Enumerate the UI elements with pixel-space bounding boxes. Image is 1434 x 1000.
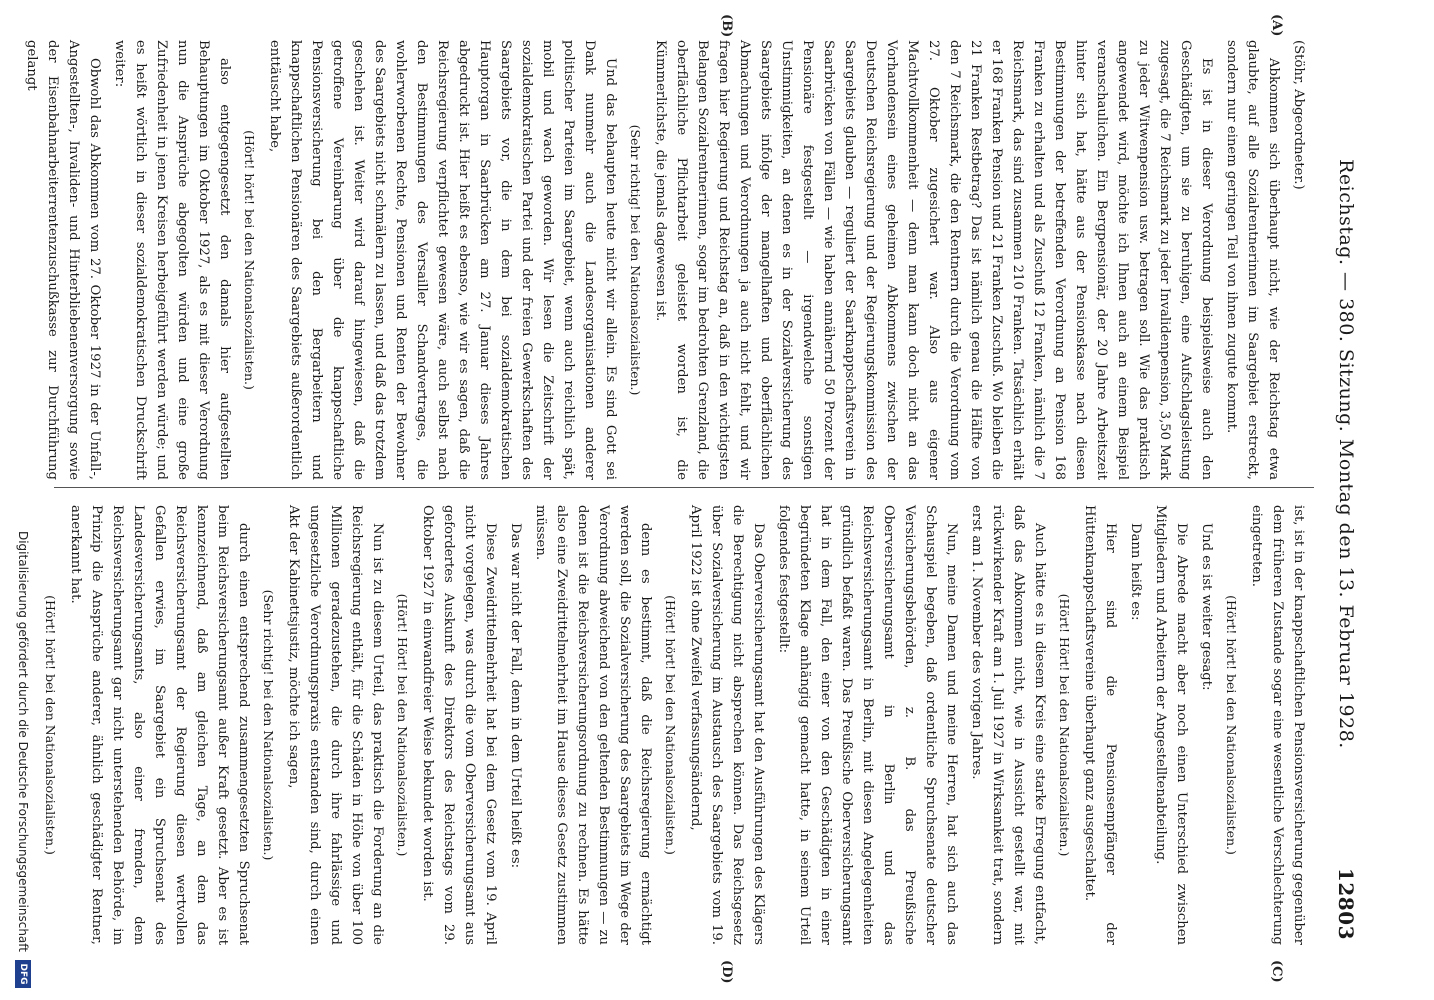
interjection: (Hört! hört! bei den Nationalsozialisten.) xyxy=(43,595,58,855)
interjection: (Sehr richtig! bei den Nationalsozialisten.) xyxy=(628,124,643,396)
paragraph: Und es ist weiter gesagt: xyxy=(1199,523,1214,691)
interjection: (Hört! Hört! bei den Nationalsozialisten.) xyxy=(1057,593,1072,857)
interjection: (Hört! hört! bei den Nationalsozialisten.) xyxy=(663,595,678,855)
paragraph: Auch hätte es in diesem Kreis eine starke Erregung entfacht, daß das Abkommen nicht, wie in Aussicht gestellt war, mit rückwirkender Kraft am 1. Juli 1927 in Wirksamkeit trat, sondern erst am 1. November des vorigen Jahres. xyxy=(969,505,1047,945)
speaker-line: (Stöhr, Abgeordneter.) xyxy=(1291,40,1306,190)
interjection: (Hört! Hört! bei den Nationalsozialisten.) xyxy=(395,593,410,857)
paragraph: also entgegengesetzt den damals hier aufgestellten Behauptungen im Oktober 1927, als es mit dieser Verordnung nun die Ansprüche abgegolten würden und eine große Zufriedenheit in jenen Kreisen herbeigeführt werden würde; und es heißt wörtlich in dieser sozialdemokratischen Druckschrift weiter: xyxy=(112,40,232,480)
paragraph: Das war nicht der Fall, denn in dem Urteil heißt es: xyxy=(508,523,523,869)
margin-mark-a: (A) xyxy=(1269,14,1284,37)
margin-mark-b: (B) xyxy=(719,14,734,38)
margin-mark-d: (D) xyxy=(719,960,734,984)
paragraph: Die Abrede macht aber noch einen Unterschied zwischen Mitgliedern und Arbeitern der Angestelltenabteilung. xyxy=(1153,505,1189,945)
paragraph: Das Oberversicherungsamt hat den Ausführungen des Klägers die Berechtigung nicht absprechen können. Das Reichsgesetz über Sozialversicherung im Austausch des Saargebiets vom 19. April 1922 ist ohne Zweifel verfassungsändernd, xyxy=(688,505,766,945)
paragraph: Es ist in dieser Verordnung beispielsweise auch den Geschädigten, um sie zu beruhigen, eine Aufschlagsleistung zugesagt, die 7 Reichsmark zu jeder Invalidenpension, 3,50 Mark zu jeder Witwenpension usw. betragen soll. Wie das praktisch angewendet wird, möchte ich Ihnen auch an einem Beispiel veranschaulichen. Ein Bergpensionär, der 20 Jahre Arbeitszeit hinter sich hat, hätte aus der Pensionskasse nach diesen Bestimmungen der betreffenden Verordnung an Pension 168 Franken zu erhalten und als Zuschuß 12 Franken, nämlich die 7 Reichsmark, das sind zusammen 210 Franken. Tatsächlich erhält er 168 Franken Pension und 21 Franken Zuschuß. Wo bleiben die 21 Franken Restbetrag? Das ist nämlich genau die Hälfte von den 7 Reichsmark, die den Rentnern durch die Verordnung vom 27. Oktober zugesichert war. Also aus eigener Machtvollkommenheit — denn man kann doch nicht an das Vorhandensein eines geheimen Abkommens zwischen der Deutschen Reichsregierung und der Regierungskommission des Saargebiets glauben — reguliert der Saarknappschaftsverein in Saarbrücken von Fällen — wie haben annähernd 50 Prozent der Pensionäre festgestellt — irgendwelche sonstigen Unstimmigkeiten, an denen es in der Sozialversicherung des Saargebiets infolge der mangelhaften und oberflächlichen Abmachungen und Verordnungen ja auch nicht fehlt, und wir fragen hier Regierung und Reichstag an, daß in den wichtigsten Belangen Sozialrentnerinnen, sogar im bedrohten Grenzland, die oberflächliche Pflichtarbeit geleistet worden ist, die Kümmerlichste, die jemals dagewesen ist. xyxy=(653,40,1214,480)
digitization-footer xyxy=(8,0,38,1000)
dfg-logo: DFG xyxy=(15,960,31,988)
interjection: (Hört! hört! bei den Nationalsozialisten.) xyxy=(242,130,257,390)
paragraph: Dann heißt es: xyxy=(1128,523,1143,621)
header-title: Reichstag. — 380. Sitzung. Montag den 13. Februar 1928. xyxy=(1335,159,1357,749)
page-number: 12803 xyxy=(1334,867,1358,940)
footer-text: Digitalisierung gefördert durch die Deutsche Forschungsgemeinschaft xyxy=(16,530,30,952)
interjection: (Sehr richtig! bei den Nationalsozialisten.) xyxy=(261,589,276,861)
paragraph: Hier sind die Pensionsempfänger der Hüttenknappschaftsvereine überhaupt ganz ausgeschaltet. xyxy=(1082,505,1118,945)
margin-mark-c: (C) xyxy=(1269,960,1284,983)
paragraph: denn es bestimmt, daß die Reichsregierung ermächtigt werden soll, die Sozialversicherung des Saargebiets im Wege der Verordnung abweichend von den geltenden Bestimmungen — zu denen ist die Reichsversicherungsordnung zu rechnen. Es hätte also eine Zweidrittelmehrheit im Hause dieses Gesetz zustimmen müssen. xyxy=(533,505,653,945)
right-column xyxy=(43,505,1309,945)
paragraph: Nun ist zu diesem Urteil, das praktisch die Forderung an die Reichsregierung enthält, für die Schäden in Höhe von über 100 Millionen geradezustehen, die durch ihre fahrlässige und ungesetzliche Verordnungspraxis entstanden sind, durch einen Akt der Kabinettsjustiz, möchte ich sagen, xyxy=(286,505,385,945)
paragraph: Obwohl das Abkommen vom 27. Oktober 1927 in der Unfall-, Angestellten-, Invaliden- und Hinterbliebenenversorgung sowie der Eisenbahnarbeiterrentenzuschußkasse zur Durchführung gelangt xyxy=(24,40,102,480)
paragraph: Diese Zweidrittelmehrheit hat bei dem Gesetz vom 19. April nicht vorgelegen, was durch die vom Oberversicherungsamt aus gefordertes Auskunft des Direktors des Reichstags vom 29. Oktober 1927 in einwandfreier Weise bekundet worden ist. xyxy=(420,505,498,945)
paragraph: ist, ist in der knappschaftlichen Pensionsversicherung gegenüber dem früheren Zustande sogar eine wesentliche Verschlechterung eingetreten. xyxy=(1249,505,1306,945)
paragraph: Nun, meine Damen und meine Herren, hat sich auch das Schauspiel begeben, daß ordentliche Spruchsenate deutscher Versicherungsbehörden, z. B. das Preußische Oberversicherungsamt in Berlin und das Reichsversicherungsamt in Berlin, mit diesen Angelegenheiten gründlich befaßt waren. Das Preußische Oberversicherungsamt hat in dem Fall, den einer von den Geschädigten in einer begründeten Klage anhängig gemacht hatte, in seinem Urteil folgendes festgestellt: xyxy=(776,505,959,945)
page-header xyxy=(1328,40,1364,940)
paragraph: Und das behaupten heute nicht wir allein. Es sind Gott sei Dank nunmehr auch die Landesorganisationen anderer politischer Parteien im Saargebiet, wenn auch reichlich spät, mobil und wach geworden. Wir lesen die Zeitschrift der sozialdemokratischen Partei und der freien Gewerkschaften des Saargebiets vor, die in dem bei sozialdemokratischen Hauptorgan in Saarbrücken am 27. Januar dieses Jahres abgedruckt ist. Hier heißt es ebenso, wie wir es sagen, daß die Reichsregierung verpflichtet gewesen wäre, auch selbst nach den Bestimmungen des Versailler Schandvertrages, die wohlerworbenen Rechte, Pensionen und Renten der Bewohner des Saargebiets nicht schmälern zu lassen, und daß das trotzdem geschehen ist. Weiter wird darauf hingewiesen, daß die getroffene Vereinbarung über die knappschaftliche Pensionsversicherung bei den Bergarbeitern und knappschaftlichen Pensionären des Saargebiets außerordentlich enttäuscht habe, xyxy=(267,40,618,481)
paragraph: durch einen entsprechend zusammengesetzten Spruchsenat beim Reichsversicherungsamt außer Kraft gesetzt. Aber es ist kennzeichnend, daß am gleichen Tage, an dem das Reichsversicherungsamt der Regierung diesen wertvollen Gefallen erwies, im Saargebiet ein Spruchsenat des Landesversicherungsamts, also einer fremden, dem Reichsversicherungsamt gar nicht unterstehenden Behörde, im Prinzip die Ansprüche anderer, ähnlich geschädigter Rentner, anerkannt hat. xyxy=(68,505,251,945)
paragraph: Abkommen sich überhaupt nicht, wie der Reichstag etwa glaubte, auf alle Sozialrentnerinnen im Saargebiet erstreckt, sondern nur einem geringen Teil von ihnen zugute kommt. xyxy=(1224,40,1281,480)
interjection: (Hört! hört! bei den Nationalsozialisten.) xyxy=(1224,595,1239,855)
left-column xyxy=(24,40,1309,481)
column-divider xyxy=(54,487,1314,488)
